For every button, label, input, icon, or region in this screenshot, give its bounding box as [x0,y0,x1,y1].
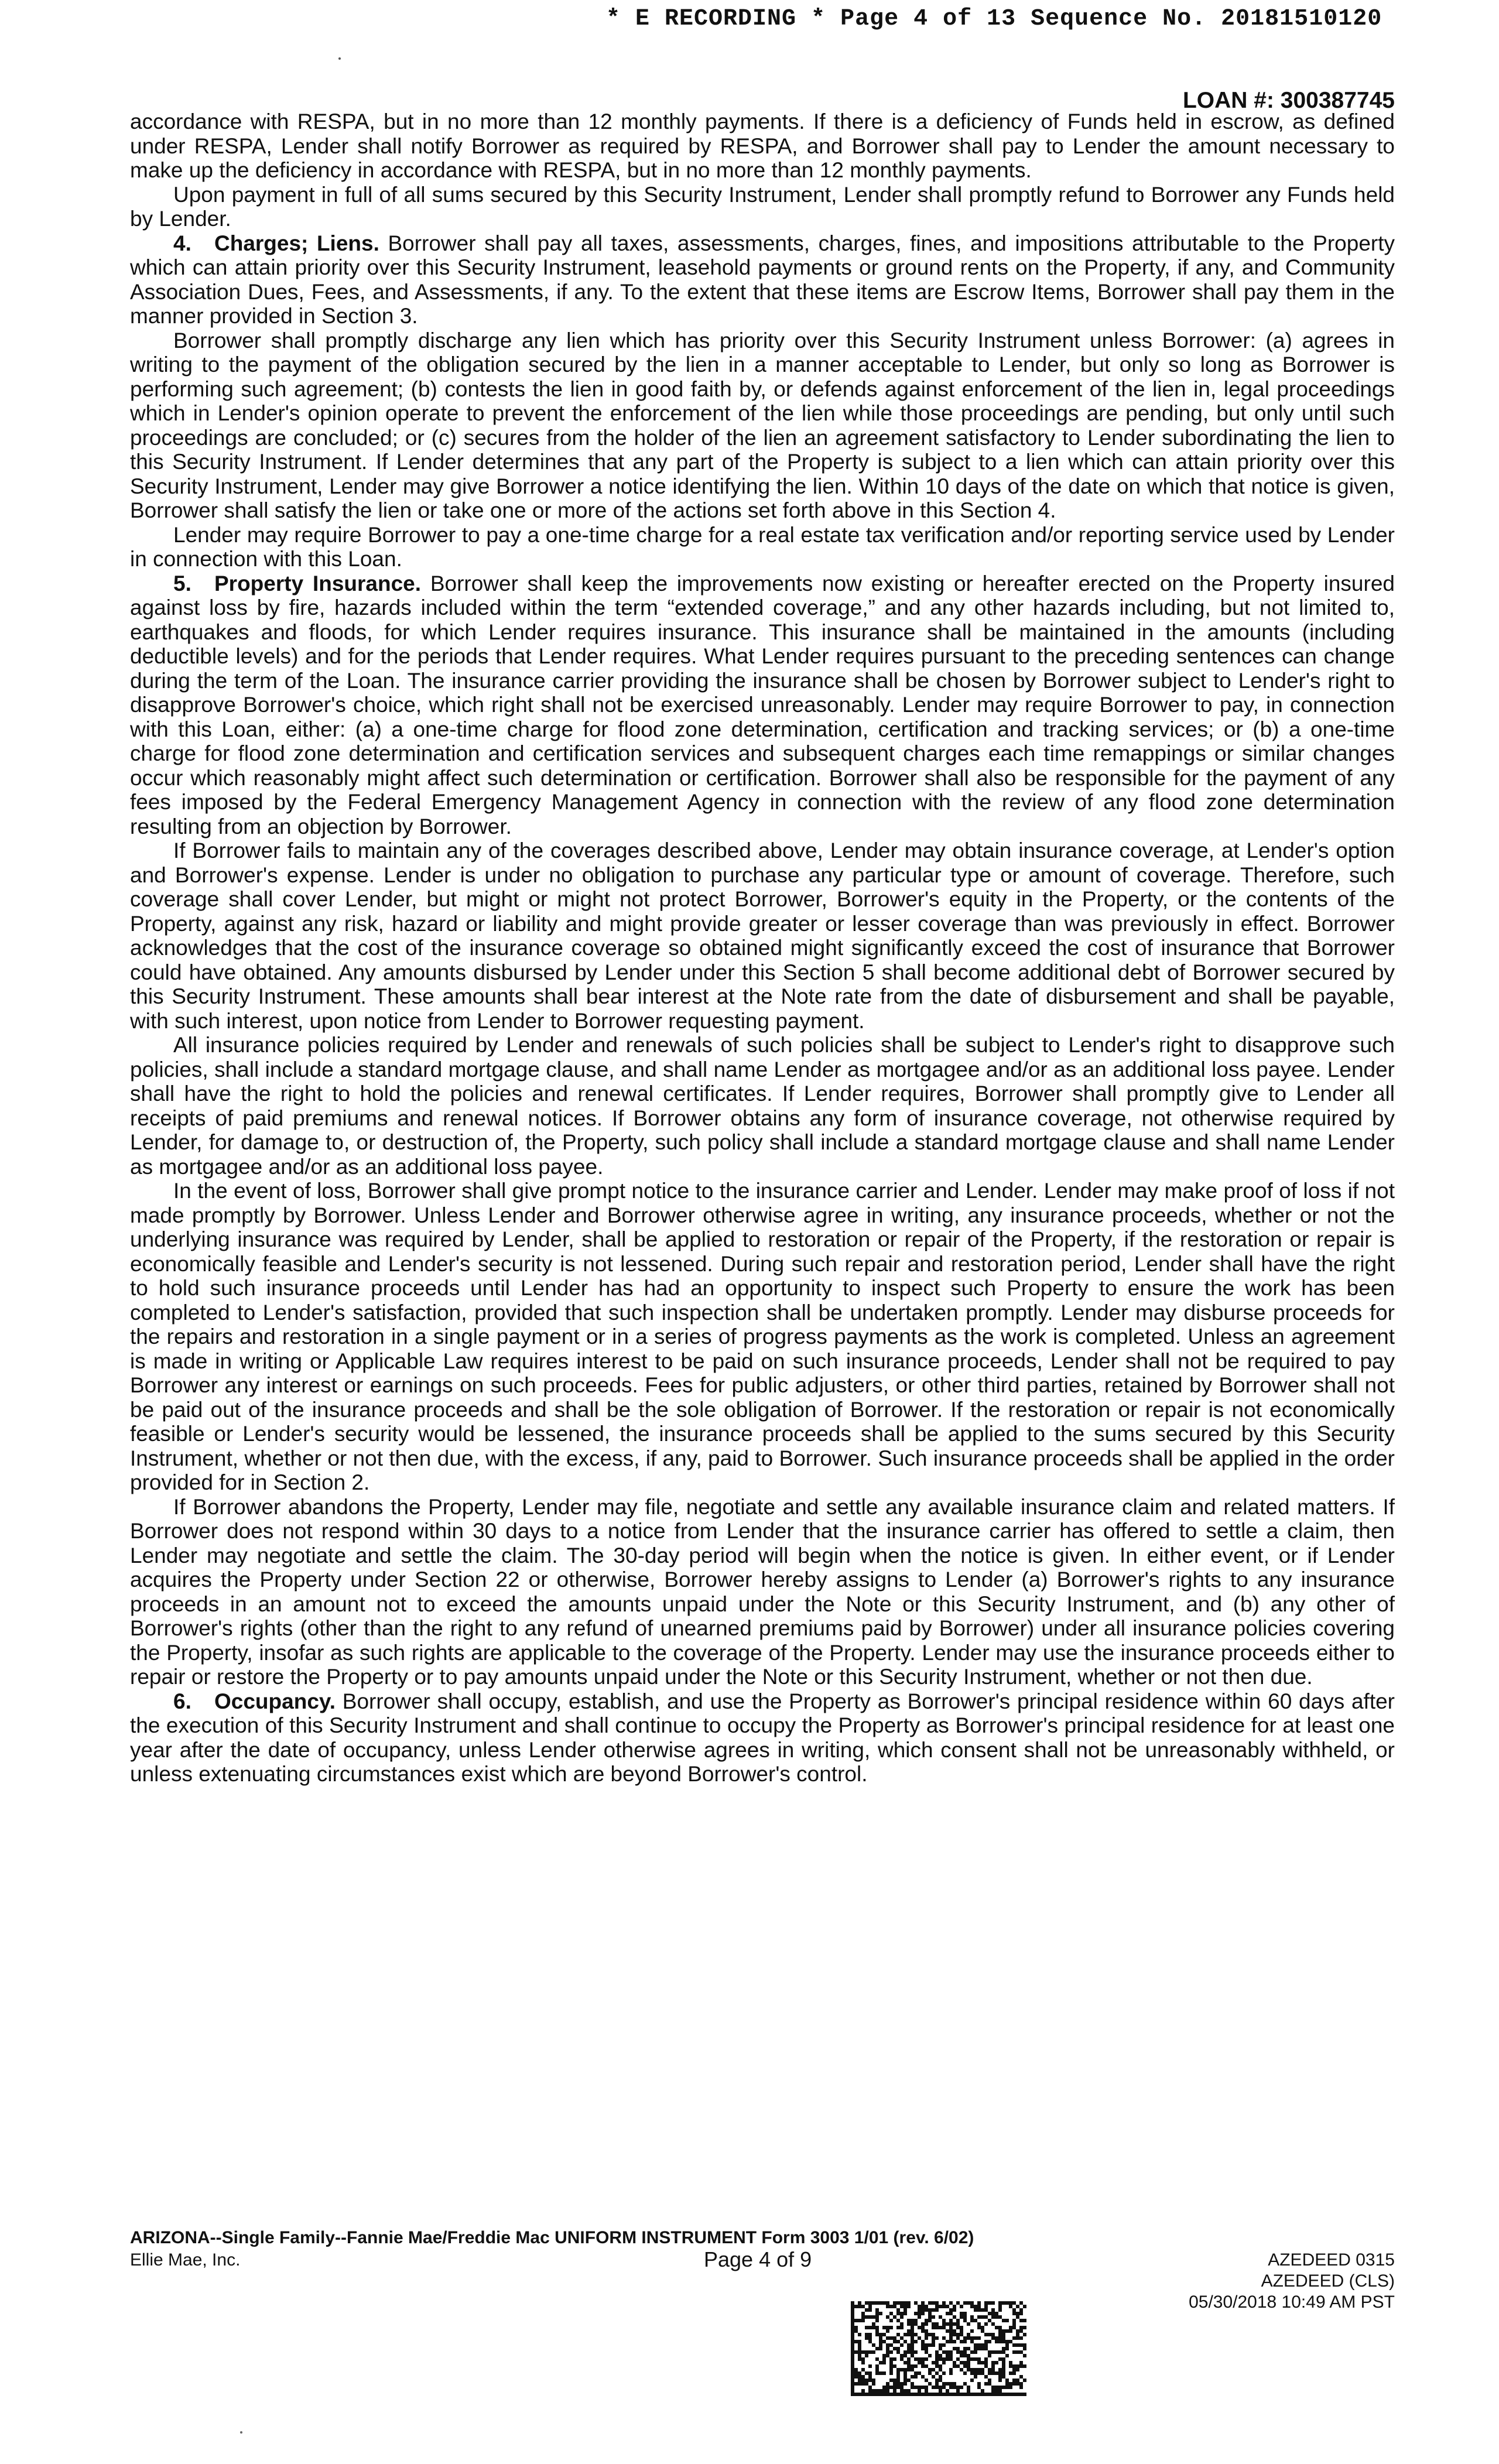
paragraph-discharge-lien: Borrower shall promptly discharge any lien which has priority over this Security Instrument unless Borrower: (a) agrees in writing to the payment of the obligation secured by the lien in a manner acceptable to Lender, but only so long as Borrower is performing such agreement; (b) contests the lien in good faith by, or defends against enforcement of the lien in, legal proceedings which in Lender's opinion operate to prevent the enforcement of the lien while those proceedings are pending, but only until such proceedings are concluded; or (c) secures from the holder of the lien an agreement satisfactory to Lender subordinating the lien to this Security Instrument. If Lender determines that any part of the Property is subject to a lien which can attain priority over this Security Instrument, Lender may give Borrower a notice identifying the lien. Within 10 days of the date on which that notice is given, Borrower shall satisfy the lien or take one or more of the actions set forth above in this Section 4. [130,328,1395,522]
paragraph-refund-funds: Upon payment in full of all sums secured by this Security Instrument, Lender shall promptly refund to Borrower any Funds held by Lender. [130,182,1395,231]
footer-code-secondary: AZEDEED (CLS) [1261,2271,1395,2291]
section-4-text: Borrower shall pay all taxes, assessments, charges, fines, and impositions attributable to the Property which can attain priority over this Security Instrument, leasehold payments or ground rents on the Property, if any, and Community Association Dues, Fees, and Assessments, if any. To the extent that these items are Escrow Items, Borrower shall pay them in the manner provided in Section 3. [130,231,1395,328]
paragraph-insurance-policies: All insurance policies required by Lender and renewals of such policies shall be subject to Lender's right to disapprove such policies, shall include a standard mortgage clause, and shall name Lender as mortgagee and/or as an additional loss payee. Lender shall have the right to hold the policies and renewal certificates. If Lender requires, Borrower shall promptly give to Lender all receipts of paid premiums and renewal notices. If Borrower obtains any form of insurance coverage, not otherwise required by Lender, for damage to, or destruction of, the Property, such policy shall include a standard mortgage clause and shall name Lender as mortgagee and/or as an additional loss payee. [130,1033,1395,1179]
paragraph-tax-verification: Lender may require Borrower to pay a one-time charge for a real estate tax verification and/or reporting service used by Lender in connection with this Loan. [130,522,1395,571]
section-5-property-insurance [130,571,1395,839]
section-4-charges-liens [130,231,1395,328]
loan-number: LOAN #: 300387745 [1182,88,1395,113]
section-4-title: Charges; Liens. [214,231,379,255]
barcode-icon [851,2300,1026,2396]
footer-code-primary: AZEDEED 0315 [1268,2250,1395,2270]
section-6-text: Borrower shall occupy, establish, and use the Property as Borrower's principal residence within 60 days after the execution of this Security Instrument and shall continue to occupy the Property as Borrower's principal residence for at least one year after the date of occupancy, unless Lender otherwise agrees in writing, which consent shall not be unreasonably withheld, or unless extenuating circumstances exist which are beyond Borrower's control. [130,1689,1395,1786]
footer-company: Ellie Mae, Inc. [130,2250,241,2270]
paragraph-escrow-deficiency: accordance with RESPA, but in no more than 12 monthly payments. If there is a deficiency of Funds held in escrow, as defined under RESPA, Lender shall notify Borrower as required by RESPA, and Borrower shall pay to Lender the amount necessary to make up the deficiency in accordance with RESPA, but in no more than 12 monthly payments. [130,109,1395,182]
scan-speck-bottom [240,2431,242,2434]
section-4-number: 4. [173,231,191,255]
paragraph-event-of-loss: In the event of loss, Borrower shall give prompt notice to the insurance carrier and Lender. Lender may make proof of loss if not made promptly by Borrower. Unless Lender and Borrower otherwise agree in writing, any insurance proceeds, whether or not the underlying insurance was required by Lender, shall be applied to restoration or repair of the Property, if the restoration or repair is economically feasible and Lender's security is not lessened. During such repair and restoration period, Lender shall have the right to hold such insurance proceeds until Lender has had an opportunity to inspect such Property to ensure the work has been completed to Lender's satisfaction, provided that such inspection shall be undertaken promptly. Lender may disburse proceeds for the repairs and restoration in a single payment or in a series of progress payments as the work is completed. Unless an agreement is made in writing or Applicable Law requires interest to be paid on such insurance proceeds, Lender shall not be required to pay Borrower any interest or earnings on such proceeds. Fees for public adjusters, or other third parties, retained by Borrower shall not be paid out of the insurance proceeds and shall be the sole obligation of Borrower. If the restoration or repair is not economically feasible or Lender's security would be lessened, the insurance proceeds shall be applied to the sums secured by this Security Instrument, whether or not then due, with the excess, if any, paid to Borrower. Such insurance proceeds shall be applied in the order provided for in Section 2. [130,1179,1395,1494]
paragraph-abandonment: If Borrower abandons the Property, Lender may file, negotiate and settle any available insurance claim and related matters. If Borrower does not respond within 30 days to a notice from Lender that the insurance carrier has offered to settle a claim, then Lender may negotiate and settle the claim. The 30-day period will begin when the notice is given. In either event, or if Lender acquires the Property under Section 22 or otherwise, Borrower hereby assigns to Lender (a) Borrower's rights to any insurance proceeds in an amount not to exceed the amounts unpaid under the Note or this Security Instrument, and (b) any other of Borrower's rights (other than the right to any refund of unearned premiums paid by Borrower) under all insurance policies covering the Property, insofar as such rights are applicable to the coverage of the Property. Lender may use the insurance proceeds either to repair or restore the Property or to pay amounts unpaid under the Note or this Security Instrument, whether or not then due. [130,1494,1395,1689]
footer-timestamp: 05/30/2018 10:49 AM PST [1189,2292,1395,2312]
recording-header: * E RECORDING * Page 4 of 13 Sequence No. 20181510120 [606,6,1382,32]
paragraph-failure-maintain-coverage: If Borrower fails to maintain any of the coverages described above, Lender may obtain insurance coverage, at Lender's option and Borrower's expense. Lender is under no obligation to purchase any particular type or amount of coverage. Therefore, such coverage shall cover Lender, but might or might not protect Borrower, Borrower's equity in the Property, or the contents of the Property, against any risk, hazard or liability and might provide greater or lesser coverage than was previously in effect. Borrower acknowledges that the cost of the insurance coverage so obtained might significantly exceed the cost of insurance that Borrower could have obtained. Any amounts disbursed by Lender under this Section 5 shall become additional debt of Borrower secured by this Security Instrument. These amounts shall bear interest at the Note rate from the date of disbursement and shall be payable, with such interest, upon notice from Lender to Borrower requesting payment. [130,839,1395,1033]
section-6-number: 6. [173,1689,191,1713]
footer-codes [1189,2250,1395,2313]
section-5-text: Borrower shall keep the improvements now existing or hereafter erected on the Property insured against loss by fire, hazards included within the term “extended coverage,” and any other hazards including, but not limited to, earthquakes and floods, for which Lender requires insurance. This insurance shall be maintained in the amounts (including deductible levels) and for the periods that Lender requires. What Lender requires pursuant to the preceding sentences can change during the term of the Loan. The insurance carrier providing the insurance shall be chosen by Borrower subject to Lender's right to disapprove Borrower's choice, which right shall not be exercised unreasonably. Lender may require Borrower to pay, in connection with this Loan, either: (a) a one-time charge for flood zone determination, certification and tracking services; or (b) a one-time charge for flood zone determination and certification services and subsequent charges each time remappings or similar changes occur which reasonably might affect such determination or certification. Borrower shall also be responsible for the payment of any fees imposed by the Federal Emergency Management Agency in connection with the review of any flood zone determination resulting from an objection by Borrower. [130,571,1395,839]
section-5-title: Property Insurance. [214,571,422,596]
footer-form-line: ARIZONA--Single Family--Fannie Mae/Freddie Mac UNIFORM INSTRUMENT Form 3003 1/01 (rev. 6/02) [130,2228,974,2247]
section-6-occupancy [130,1689,1395,1787]
section-5-number: 5. [173,571,191,596]
section-6-title: Occupancy. [214,1689,336,1713]
scan-speck [338,57,341,60]
footer-page-number: Page 4 of 9 [704,2247,812,2271]
document-body [130,109,1395,1787]
